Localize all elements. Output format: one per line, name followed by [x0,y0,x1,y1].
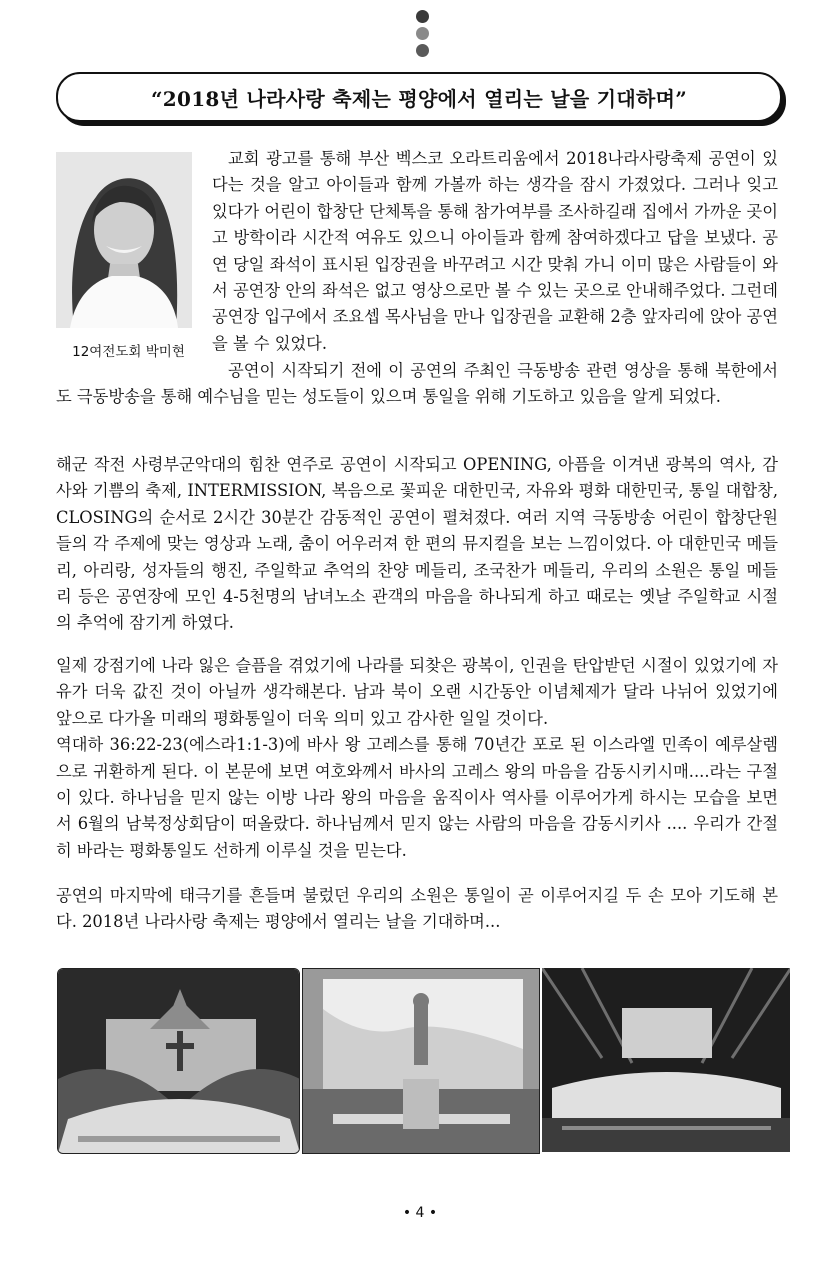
dot-icon [416,10,429,23]
paragraph-4-text: 일제 강점기에 나라 잃은 슬픔을 겪었기에 나라를 되찾은 광복이, 인권을 탄압받던 시절이 있었기에 자유가 더욱 값진 것이 아닐까 생각해본다. 남과 북이 오랜 시간동안 이념체제가 달라 나뉘어 있었기에 앞으로 다가올 미래의 평화통일이 더욱 의미 있고 감사한 일일 것이다. [56,656,778,728]
paragraph-4 [56,653,778,864]
author-photo [56,152,192,328]
article-title: “2018년 나라사랑 축제는 평양에서 열리는 날을 기대하며” [150,86,688,111]
dot-icon [416,44,429,57]
dot-icon [416,27,429,40]
concert-photo [57,968,300,1154]
concert-photo [302,968,540,1154]
page-number: • 4 • [402,1205,438,1221]
author-caption: 12여전도회 박미현 [72,344,185,360]
decorative-dots [416,10,430,61]
photo-gallery [57,968,790,1152]
paragraph-1: 교회 광고를 통해 부산 벡스코 오라트리움에서 2018나라사랑축제 공연이 있다는 것을 알고 아이들과 함께 가볼까 하는 생각을 잠시 가졌었다. 그러나 잊고 있다가 어린이 합창단 단체톡을 통해 참가여부를 조사하길래 집에서 가까운 곳이고 방학이라 시간적 여유도 있으니 아이들과 함께 참여하겠다고 답을 보냈다. 공연 당일 좌석이 표시된 입장권을 바꾸려고 시간 맞춰 가니 이미 많은 사람들이 와서 공연장 안의 좌석은 없고 영상으로만 볼 수 있는 곳으로 안내해주었다. 그런데 공연장 입구에서 조요셉 목사님을 만나 입장권을 교환해 2층 앞자리에 앉아 공연을 볼 수 있었다. [212,149,778,353]
paragraph-6: 공연의 마지막에 태극기를 흔들며 불렀던 우리의 소원은 통일이 곧 이루어지길 두 손 모아 기도해 본다. 2018년 나라사랑 축제는 평양에서 열리는 날을 기대하며... [56,886,778,932]
paragraph-5-text: 역대하 36:22-23(에스라1:1-3)에 바사 왕 고레스를 통해 70년간 포로 된 이스라엘 민족이 예루살렘으로 귀환하게 된다. 이 본문에 보면 여호와께서 바사의 고레스 왕의 마음을 감동시키시매....라는 구절이 있다. 하나님을 믿지 않는 이방 나라 왕의 마음을 움직이사 역사를 이루어가게 하시는 모습을 보면서 6월의 남북정상회담이 떠올랐다. 하나님께서 믿지 않는 사람의 마음을 감동시키사 .... 우리가 간절히 바라는 평화통일도 선하게 이루실 것을 믿는다. [56,735,778,860]
paragraph-3: 해군 작전 사령부군악대의 힘찬 연주로 공연이 시작되고 OPENING, 아픔을 이겨낸 광복의 역사, 감사와 기쁨의 축제, INTERMISSION, 복음으로 꽃피운 대한민국, 자유와 평화 대한민국, 통일 대합창, CLOSING의 순서로 2시간 30분간 감동적인 공연이 펼쳐졌다. 여러 지역 극동방송 어린이 합창단원들의 각 주제에 맞는 영상과 노래, 춤이 어우러져 한 편의 뮤지컬을 보는 느낌이었다. 아 대한민국 메들리, 아리랑, 성자들의 행진, 주일학교 추억의 찬양 메들리, 조국찬가 메들리, 우리의 소원은 통일 메들리 등은 공연장에 모인 4-5천명의 남녀노소 관객의 마음을 하나되게 하고 때로는 옛날 주일학교 시절의 추억에 잠기게 하였다. [56,455,778,633]
article-title-box [56,72,782,122]
paragraph-2-text: 공연이 시작되기 전에 이 공연의 주최인 극동방송 관련 영상을 통해 북한에서도 극동방송을 통해 예수님을 믿는 성도들이 있으며 통일을 위해 기도하고 있음을 알게 되었다. [56,361,778,407]
paragraph-2 [56,358,778,411]
concert-photo [542,968,790,1152]
